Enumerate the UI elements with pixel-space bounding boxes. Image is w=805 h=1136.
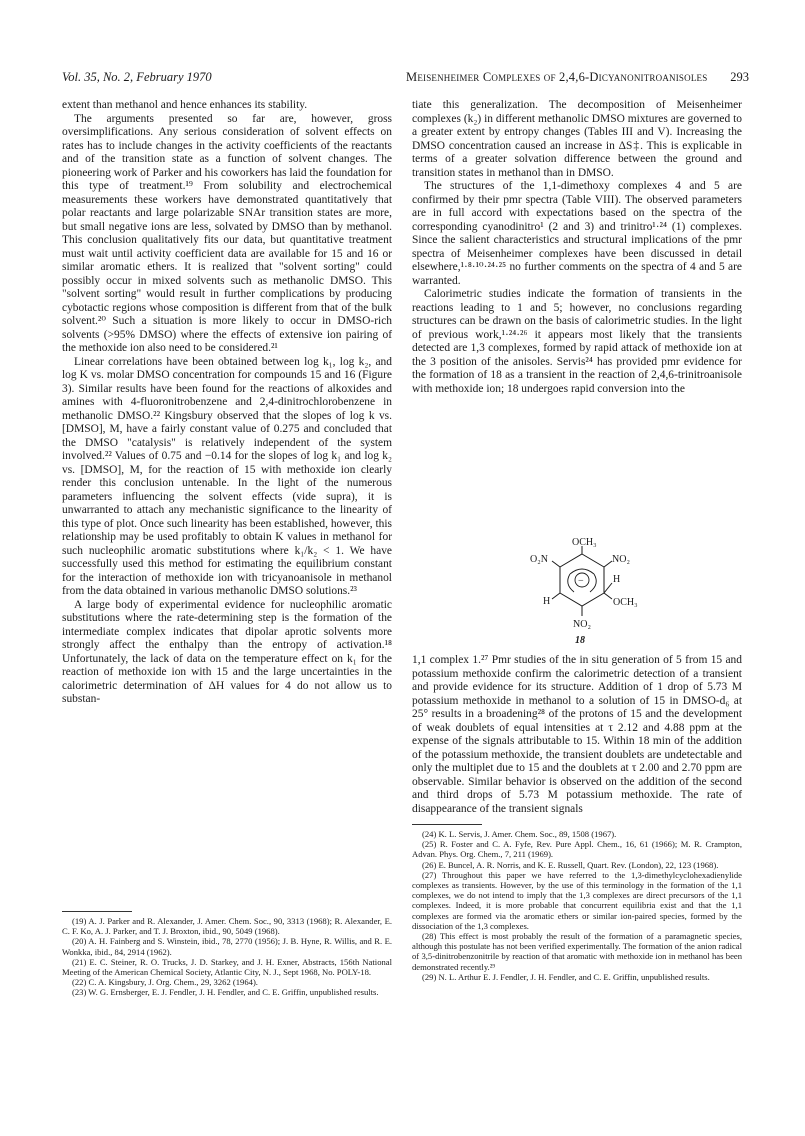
right-column-bottom: [412, 654, 742, 816]
paragraph: 1,1 complex 1.²⁷ Pmr studies of the in situ generation of 5 from 15 and potassium methoxide confirm the calorimetric detection of a transient and provide evidence for its structure. Addition of 1 drop of 5.73 M potassium methoxide in methanol to a solution of 15 in DMSO-d₆ at 25° results in a broadening²⁸ of the protons of 15 and the development of weak doublets of equal intensities at τ 2.12 and 4.88 ppm at the expense of the signals attributable to 15. Within 18 min of the addition of the potassium methoxide, the transient doublets are undetectable and only the multiplet due to 15 and the doublets at τ 2.00 and 2.70 ppm are observable. Similar behavior is observed on the addition of the second and third drops of 5.73 M potassium methoxide. The rate of disappearance of the transient signals: [412, 654, 742, 815]
footnote: (20) A. H. Fainberg and S. Winstein, ibid., 78, 2770 (1956); J. B. Hyne, R. Willis, and R. E. Wonkka, ibid., 84, 2914 (1962).: [62, 936, 392, 957]
footnote: (24) K. L. Servis, J. Amer. Chem. Soc., 89, 1508 (1967).: [422, 829, 617, 839]
footnote: (27) Throughout this paper we have referred to the 1,3-dimethylcyclohexadienylide complexes as transients. However, by the use of this terminology in the formation of the 1,1 complexes, we do not intend to imply that the 1,3 complexes are direct precursors of the 1,1 complexes. Indeed, it is more probable that concurrent equilibria exist and that the 1,1 complexes are formed via the aromatic ethers or similar ion-paired species, formed by the dissociation of the 1,3 complexes.: [412, 869, 742, 931]
label-no2-top: NO₂: [612, 554, 630, 565]
paragraph: The arguments presented so far are, however, gross oversimplifications. Any serious consideration of solvent effects on rates has to include changes in the activity coefficients of the reactants and of the transition state as a function of solvent changes. The pioneering work of Parker and his coworkers has laid the foundation for this type of treatment.¹⁹ From solubility and electrochemical measurements these workers have demonstrated quantitatively that polar reactants and large polarizable SNAr transition states are more, but small negative ions are less, solvated by DMSO than by methanol. This conclusion qualitatively fits our data, but quantitative treatment must wait until activity coefficient data are available for 15 and 16 or similar aromatic ethers. It is realized that "solvent sorting" could possibly occur in mixed solvents such as methanolic DMSO. This "solvent sorting" would result in further complications by producing cybotactic regions whose composition is different from that of the bulk solvent.²⁰ Such a situation is more likely to occur in DMSO-rich solvents (>95% DMSO) where the effects of extensive ion pairing of the methoxide ion also need to be considered.²¹: [62, 112, 393, 354]
label-h-left: H: [543, 596, 551, 607]
footnote: (29) N. L. Arthur E. J. Fendler, J. H. Fendler, and C. E. Griffin, unpublished results.: [422, 971, 710, 982]
footnote-rule: [62, 911, 132, 912]
paragraph: extent than methanol and hence enhances its stability.: [62, 99, 308, 111]
footnote: (21) E. C. Steiner, R. O. Trucks, J. D. Starkey, and J. H. Exner, Abstracts, 156th National Meeting of the American Chemical Society, Atlantic City, N. J., Sept 1968, No. POLY-18.: [62, 956, 392, 978]
footnote: (26) E. Buncel, A. R. Norris, and K. E. Russell, Quart. Rev. (London), 22, 123 (1968).: [422, 859, 719, 870]
running-title: Meisenheimer Complexes of 2,4,6-Dicyanonitroanisoles: [406, 70, 708, 84]
right-column-top: [412, 99, 742, 396]
paragraph: A large body of experimental evidence for nucleophilic aromatic substitutions where the rate-determining step is the formation of the intermediate complex indicates that dipolar aprotic solvents more strongly affect the enthalpy than the entropy of activation.¹⁸ Unfortunately, the lack of data on the temperature effect on k₁ for the reaction of methoxide ion with 15 and the large uncertainties in the calorimetric determination of ΔH values for 4 do not allow us to substan-: [62, 598, 392, 705]
journal-volume: Vol. 35, No. 2, February 1970: [62, 70, 212, 84]
label-no2-bottom: NO₂: [573, 619, 591, 630]
paragraph: tiate this generalization. The decomposition of Meisenheimer complexes (k₂) in different methanolic DMSO mixtures are governed to a greater extent by entropy changes (Tables III and V). Increasing the DMSO concentration caused an increase in ΔS‡. This is explicable in terms of a greater solvation difference between the ground and transition states in methanol than in DMSO.: [412, 99, 742, 179]
paragraph: Calorimetric studies indicate the formation of transients in the reactions leading to 1 and 5; however, no conclusions regarding structures can be drawn on the basis of calorimetric studies. In the light of previous work,¹·²⁴·²⁶ it appears most likely that the transients detected are 1,3 complexes, formed by rapid attack of methoxide ion at the 3 position of the anisoles. Servis²⁴ has provided pmr evidence for the formation of 18 as a transient in the reaction of 2,4,6-trinitroanisole with methoxide ion; 18 undergoes rapid conversion into the: [412, 288, 742, 395]
page-number: 293: [730, 70, 749, 84]
footnote-rule: [412, 824, 482, 825]
structure-18-diagram: [512, 536, 652, 646]
label-o2n: O₂N: [530, 554, 548, 565]
footnote: (19) A. J. Parker and R. Alexander, J. Amer. Chem. Soc., 90, 3313 (1968); R. Alexander, E. C. F. Ko, A. J. Parker, and T. J. Broxton, ibid., 90, 5049 (1968).: [62, 916, 392, 937]
footnote: (28) This effect is most probably the result of the formation of a paramagnetic species, although this postulate has not been verified experimentally. The formation of the anion radical of 3,5-dinitrobenzonitrile by reaction of that aromatic with methoxide ion in methanol has been demonstrated recently.²⁹: [412, 931, 742, 972]
paragraph: Linear correlations have been obtained between log k₁, log k₂, and log K vs. molar DMSO concentration for compounds 15 and 16 (Figure 3). Similar results have been found for the reactions of alkoxides and amines with 4-fluoronitrobenzene and 2,4-dinitrochlorobenzene in methanolic DMSO.²² Kingsbury observed that the slopes of log k vs. [DMSO], M, have a fairly constant value of 0.275 and concluded that the DMSO "catalysis" is relatively independent of the system involved.²² Values of 0.75 and −0.14 for the slopes of log k₁ and log k₂ vs. [DMSO], M, for the reaction of 15 with methoxide ion clearly render this conclusion untenable. In the light of the numerous parameters influencing the solvent effects (vide supra), it is unwarranted to attach any mechanistic significance to the linearity of this type of plot. Once such linearity has been established, however, this relationship may be used profitably to obtain K values in methanol for such nucleophilic aromatic substitutions where k₁/k₂ < 1. We have successfully used this method for estimating the equilibrium constant for the interaction of methoxide ion with tricyanoanisole in methanol from the data obtained in various methanolic DMSO solutions.²³: [62, 355, 392, 597]
minus-sign: −: [578, 575, 584, 587]
compound-number: 18: [575, 635, 585, 646]
running-header: [62, 70, 749, 86]
footnote: (22) C. A. Kingsbury, J. Org. Chem., 29, 3262 (1964).: [72, 977, 258, 988]
left-column: [62, 99, 392, 707]
footnote: (23) W. G. Ernsberger, E. J. Fendler, J. H. Fendler, and C. E. Griffin, unpublished results.: [72, 987, 379, 998]
paragraph: The structures of the 1,1-dimethoxy complexes 4 and 5 are confirmed by their pmr spectra (Table VIII). The observed parameters are in full accord with expectations based on the spectra of the corresponding cyanodinitro¹ (2 and 3) and trinitro¹·²⁴ (1) complexes. Since the salient characteristics and structural implications of the pmr spectra of Meisenheimer complexes have been discussed in detail elsewhere,¹·⁸·¹⁰·²⁴·²⁵ no further comments on the spectra of 4 and 5 are warranted.: [412, 180, 742, 287]
footnotes-left: [62, 916, 392, 998]
footnotes-right: [412, 829, 742, 982]
footnote: (25) R. Foster and C. A. Fyfe, Rev. Pure Appl. Chem., 16, 61 (1966); M. R. Crampton, Advan. Phys. Org. Chem., 7, 211 (1969).: [412, 839, 742, 860]
label-och3-top: OCH₃: [572, 537, 597, 548]
label-och3-right: OCH₃: [613, 597, 638, 608]
label-h-right: H: [613, 574, 621, 585]
